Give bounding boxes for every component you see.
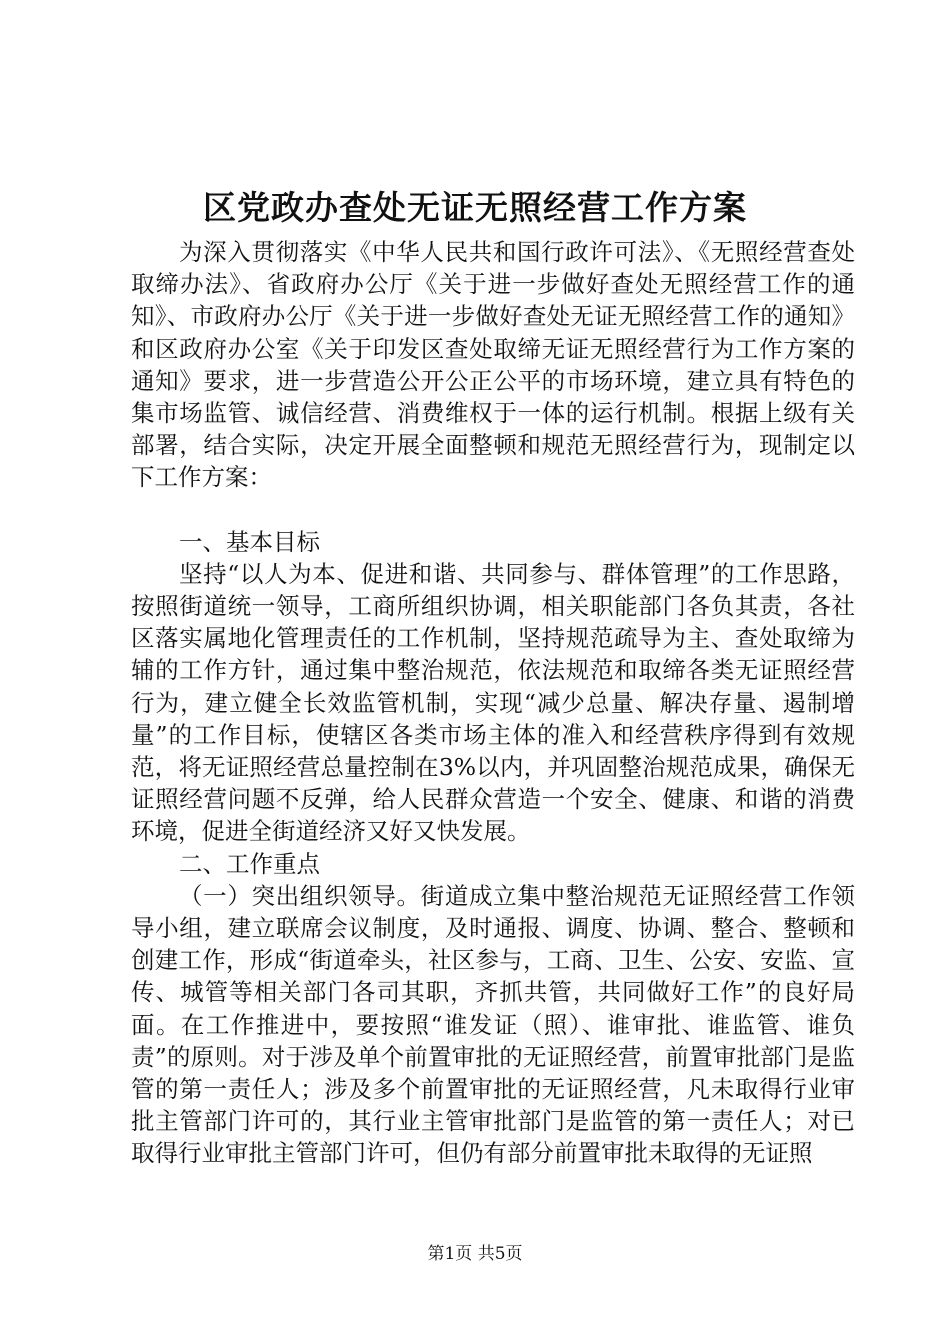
basic-goals-paragraph: 坚持“以人为本、促进和谐、共同参与、群体管理”的工作思路，按照街道统一领导，工商所组织协调，相关职能部门各负其责，各社区落实属地化管理责任的工作机制，坚持规范疏导为主、查处取缔为辅的工作方针，通过集中整治规范，依法规范和取缔各类无证照经营行为，建立健全长效监管机制，实现“减少总量、解决存量、遏制增量”的工作目标，使辖区各类市场主体的准入和经营秩序得到有效规范，将无证照经营总量控制在3%以内，并巩固整治规范成果，确保无证照经营问题不反弹，给人民群众营造一个安全、健康、和谐的消费环境，促进全街道经济又好又快发展。 — [131, 559, 855, 846]
intro-paragraph: 为深入贯彻落实《中华人民共和国行政许可法》、《无照经营查处取缔办法》、省政府办公厅《关于进一步做好查处无照经营工作的通知》、市政府办公厅《关于进一步做好查处无证无照经营工作的通知》和区政府办公室《关于印发区查处取缔无证无照经营行为工作方案的通知》要求，进一步营造公开公正公平的市场环境，建立具有特色的集市场监管、诚信经营、消费维权于一体的运行机制。根据上级有关部署，结合实际，决定开展全面整顿和规范无照经营行为，现制定以下工作方案： — [131, 238, 855, 492]
paragraph-spacer — [131, 494, 855, 526]
page-footer: 第1页 共5页 — [427, 1244, 523, 1264]
document-title: 区党政办查处无证无照经营工作方案 — [203, 188, 747, 227]
work-focus-paragraph: （一）突出组织领导。街道成立集中整治规范无证照经营工作领导小组，建立联席会议制度，及时通报、调度、协调、整合、整顿和创建工作，形成“街道牵头，社区参与，工商、卫生、公安、安监、宣传、城管等相关部门各司其职，齐抓共管，共同做好工作”的良好局面。在工作推进中，要按照“谁发证（照）、谁审批、谁监管、谁负责”的原则。对于涉及单个前置审批的无证照经营，前置审批部门是监管的第一责任人；涉及多个前置审批的无证照经营，凡未取得行业审批主管部门许可的，其行业主管审批部门是监管的第一责任人；对已取得行业审批主管部门许可，但仍有部分前置审批未取得的无证照 — [131, 881, 855, 1168]
document-body — [131, 236, 855, 1170]
section-heading-basic-goals: 一、基本目标 — [179, 527, 320, 556]
section-heading-work-focus: 二、工作重点 — [179, 849, 320, 878]
